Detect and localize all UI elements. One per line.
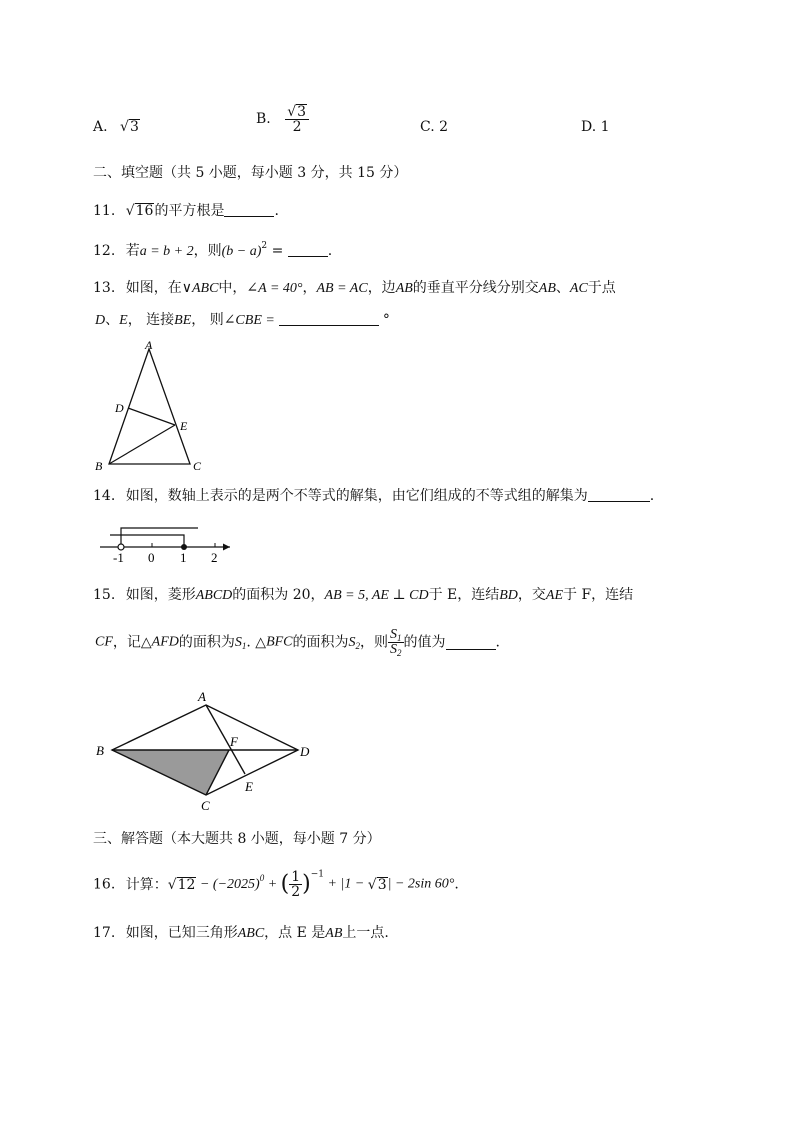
label-d: D <box>300 744 310 759</box>
label-a: A <box>145 338 153 352</box>
label-e: E <box>180 419 188 433</box>
question-17: 17. 如图，已知三角形ABC，点 E 是AB上一点. <box>93 925 389 941</box>
tick-label: 2 <box>211 550 218 565</box>
tick-label: -1 <box>113 550 124 565</box>
label-e: E <box>245 779 253 794</box>
section-heading-fill-in: 二、填空题（共 5 小题，每小题 3 分，共 15 分） <box>93 165 408 181</box>
answer-blank <box>288 242 328 257</box>
tick-label: 0 <box>148 550 155 565</box>
label-b: B <box>96 743 104 758</box>
answer-blank <box>279 311 379 326</box>
question-15-line-2: CF，记△AFD的面积为$S_1$. △BFC的面积为$S_2$，则 $\frac{S_1}{S_2}$ 的值为 . <box>95 627 500 658</box>
question-16: 16. 计算：$√12 - (-2025)^0$ + ( $\frac{1}{2}$ )$^{-1}$ + |1 − √3| − 2sin 60°. <box>93 869 459 900</box>
tick-label: 1 <box>180 550 187 565</box>
question-13-line-1: 13. 如图，在∨ABC中，∠A = 40°，AB = AC，边AB的垂直平分线分别交AB、AC于点 <box>93 280 616 296</box>
answer-blank <box>588 487 650 502</box>
question-13-line-2: D、E， 连接BE， 则∠CBE = ° <box>95 312 390 328</box>
answer-blank <box>446 635 496 650</box>
label-c: C <box>193 459 202 473</box>
question-11: 11. √16的平方根是 . <box>93 203 279 219</box>
question-15-line-1: 15. 如图，菱形ABCD的面积为 20，AB = 5, AE ⊥ CD于 E，连结BD，交AE于 F，连结 <box>93 587 634 603</box>
label-f: F <box>230 734 238 749</box>
choice-a: A. √3 <box>93 119 139 135</box>
answer-blank <box>224 202 274 217</box>
label-a: A <box>198 689 206 704</box>
rhombus-figure-q15 <box>90 682 330 817</box>
number-line-q14 <box>96 520 236 566</box>
label-b: B <box>95 459 103 473</box>
triangle-figure-q13 <box>88 336 218 476</box>
sqrt-value: 3 <box>129 119 139 135</box>
question-12: 12. 若a = b + 2，则$(b - a)^2$ = . <box>93 241 333 259</box>
ratio-fraction: $\frac{S_1}{S_2}$ <box>390 627 402 658</box>
label-d: D <box>115 401 124 415</box>
choice-d: D. 1 <box>581 119 610 135</box>
question-14: 14. 如图，数轴上表示的是两个不等式的解集，由它们组成的不等式组的解集为 . <box>93 488 655 504</box>
choice-c: C. 2 <box>420 119 449 135</box>
choice-b: B. $\frac{√3}{2}$ <box>256 104 309 134</box>
section-heading-solutions: 三、解答题（本大题共 8 小题，每小题 7 分） <box>93 831 381 847</box>
label-c: C <box>201 798 210 813</box>
